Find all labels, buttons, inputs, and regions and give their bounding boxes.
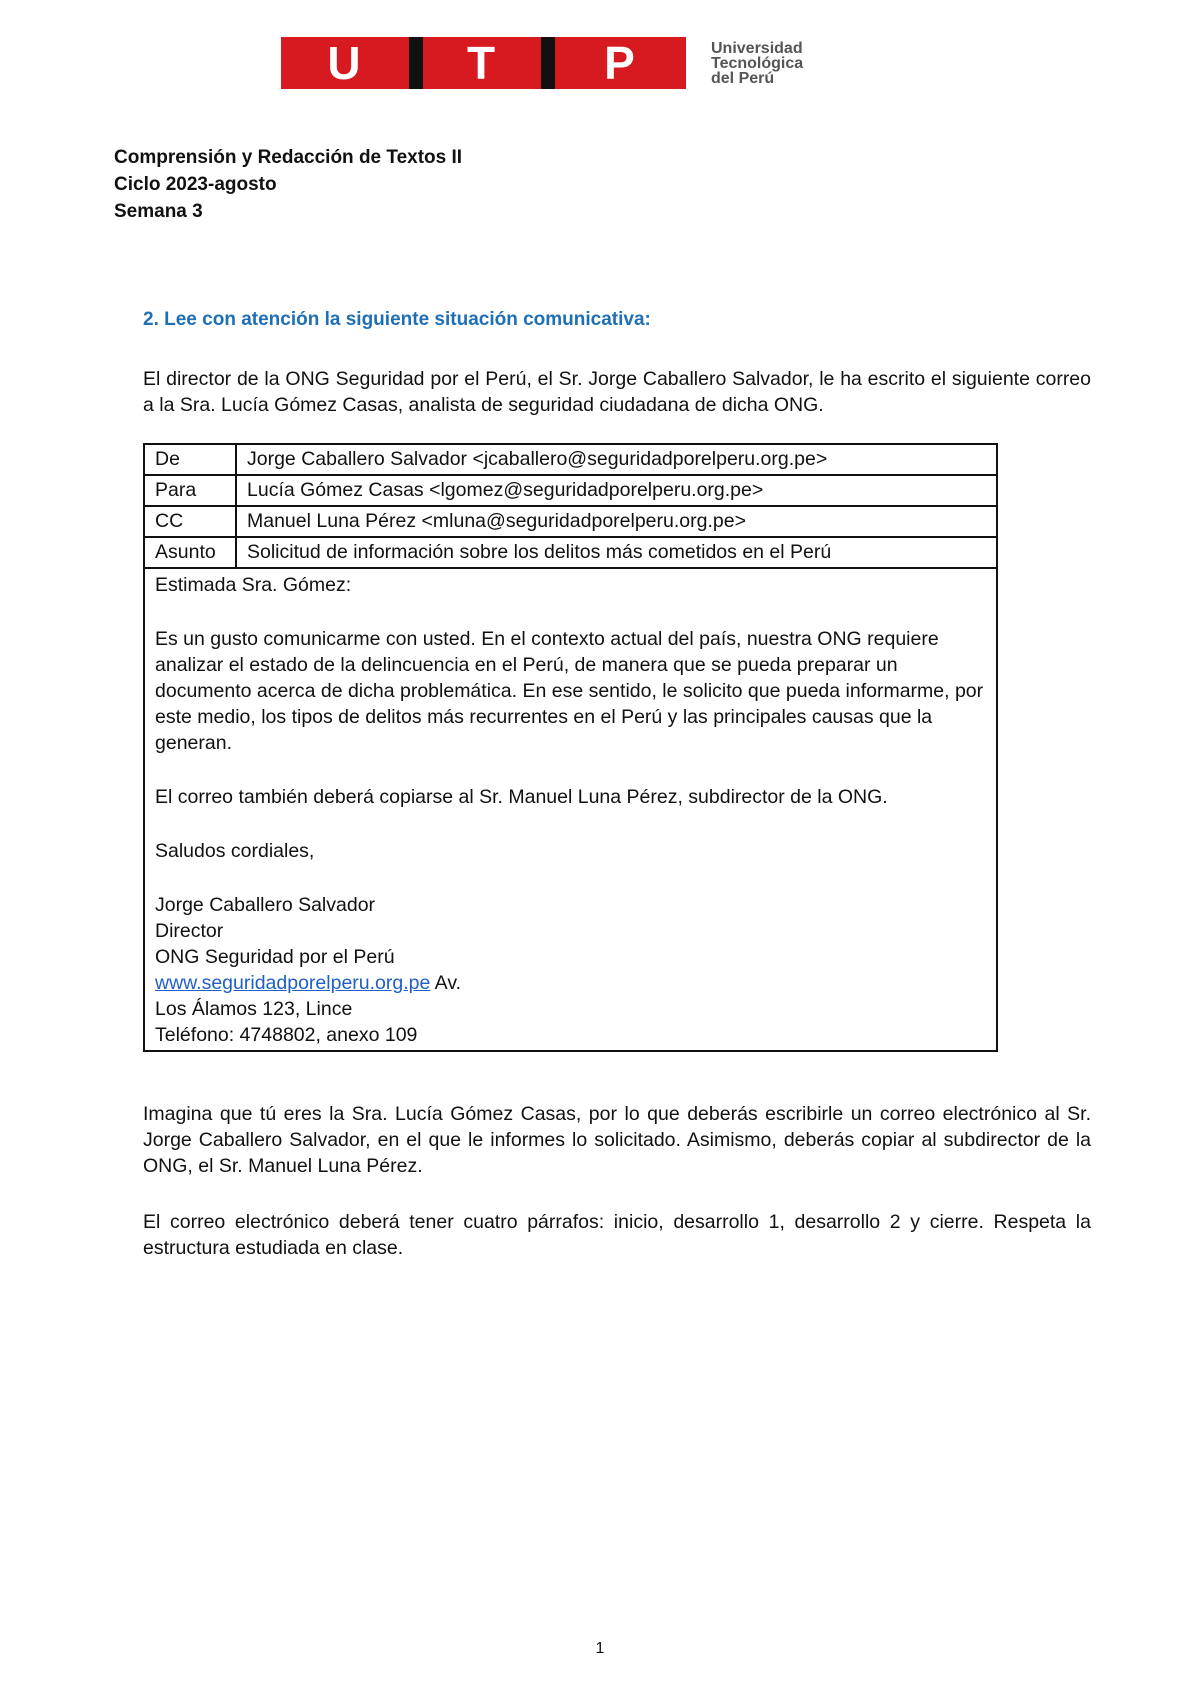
task-instructions: Imagina que tú eres la Sra. Lucía Gómez Casas, por lo que deberás escribirle un correo electrónico al Sr. Jorge Caballero Salvador, en el que le informes lo solicitado. Asimismo, deberás copiar al subdirector de la ONG, el Sr. Manuel Luna Pérez. [143,1103,1091,1177]
logo-letter-p: P [555,37,686,89]
intro-paragraph: El director de la ONG Seguridad por el Perú, el Sr. Jorge Caballero Salvador, le ha escrito el siguiente correo a la Sra. Lucía Gómez Casas, analista de seguridad ciudadana de dicha ONG. [143,368,1091,416]
week-label: Semana 3 [114,201,203,222]
cycle-label: Ciclo 2023-agosto [114,174,277,195]
email-field-label: CC [145,507,237,536]
email-field-row [145,507,996,538]
email-body-paragraph: Es un gusto comunicarme con usted. En el contexto actual del país, nuestra ONG requiere analizar el estado de la delincuencia en el Perú, de manera que se pueda preparar un documento acerca de dicha problemática. En ese sentido, le solicito que pueda informarme, por este medio, los tipos de delitos más recurrentes en el Perú y las principales causas que la generan. [155,628,984,754]
email-field-value: Manuel Luna Pérez <mluna@seguridadporelperu.org.pe> [247,510,746,532]
email-closing: Saludos cordiales, [155,840,315,862]
signature-phone: Teléfono: 4748802, anexo 109 [155,1024,418,1046]
email-field-label: Asunto [145,538,237,567]
email-greeting: Estimada Sra. Gómez: [155,574,352,596]
website-link[interactable]: www.seguridadporelperu.org.pe [155,972,431,994]
email-body [145,569,996,1050]
page-number: 1 [595,1640,605,1657]
email-field-row [145,476,996,507]
signature-role: Director [155,920,224,942]
logo-university-name [711,41,803,86]
logo-name-line: del Perú [711,70,775,87]
logo-divider [541,37,555,89]
logo-band [281,37,686,89]
utp-logo [281,37,901,89]
email-field-row [145,445,996,476]
logo-divider [409,37,423,89]
section-heading: 2. Lee con atención la siguiente situación comunicativa: [143,309,651,330]
signature-website-line [155,970,986,996]
email-field-value: Jorge Caballero Salvador <jcaballero@seguridadporelperu.org.pe> [247,448,828,470]
logo-name-line: Tecnológica [711,55,804,72]
logo-name-line: Universidad [711,40,803,57]
address-prefix: Av. [430,972,462,994]
logo-letter-t: T [423,37,541,89]
task-structure: El correo electrónico deberá tener cuatro párrafos: inicio, desarrollo 1, desarrollo 2 y cierre. Respeta la estructura estudiada en clase. [143,1211,1091,1259]
email-table [143,443,998,1052]
logo-letter-u: U [281,37,409,89]
email-field-value: Lucía Gómez Casas <lgomez@seguridadporelperu.org.pe> [247,479,764,501]
email-body-paragraph: El correo también deberá copiarse al Sr. Manuel Luna Pérez, subdirector de la ONG. [155,786,888,808]
signature-address: Los Álamos 123, Lince [155,998,353,1020]
email-field-label: Para [145,476,237,505]
signature-name: Jorge Caballero Salvador [155,894,376,916]
email-field-value: Solicitud de información sobre los delitos más cometidos en el Perú [247,541,832,563]
document-header [114,144,462,225]
course-title: Comprensión y Redacción de Textos II [114,147,463,168]
email-field-row [145,538,996,569]
email-field-label: De [145,445,237,474]
signature-org: ONG Seguridad por el Perú [155,946,395,968]
